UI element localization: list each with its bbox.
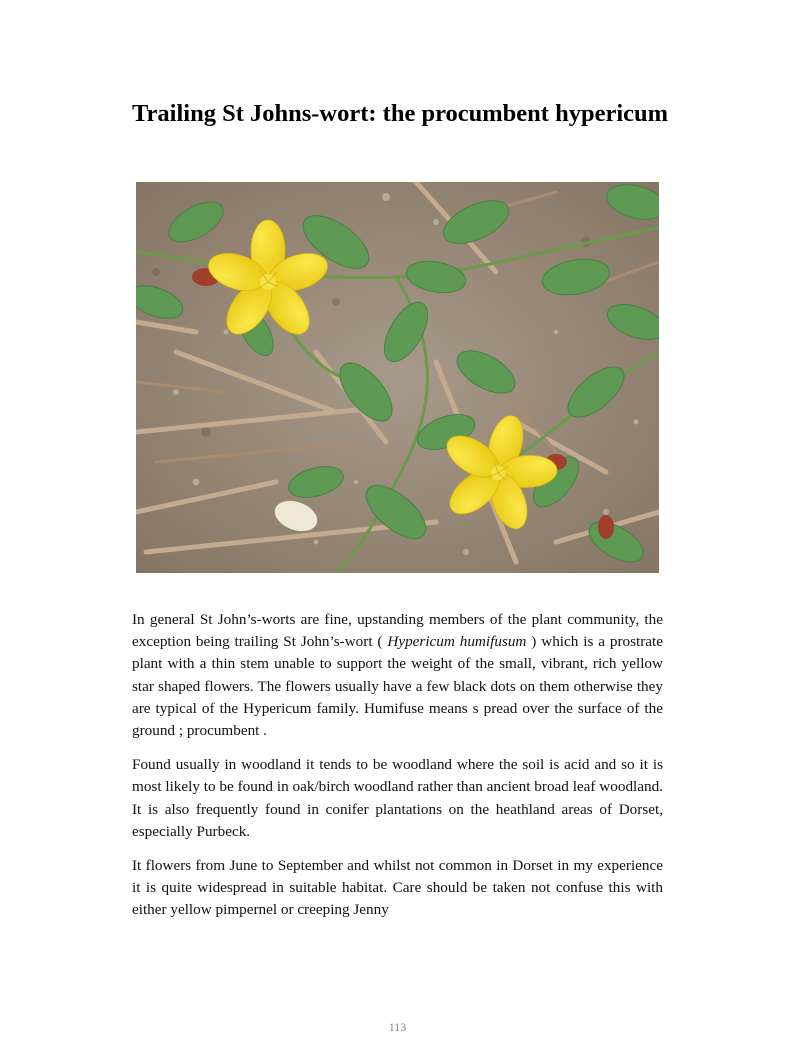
- paragraph-1-text-a: In general St John’s-worts are fine, upstanding members of the plant community, the exception being trailing St John’s-wort (: [132, 611, 663, 651]
- paragraph-3: It flowers from June to September and whilst not common in Dorset in my experience it is quite widespread in suitable habitat. Care should be taken not confuse this with either yellow pimpernel or creeping Jenny: [132, 857, 663, 919]
- page-title: Trailing St Johns-wort: the procumbent hypericum: [132, 100, 669, 127]
- trailing-st-johns-wort-photo-icon: [136, 182, 659, 573]
- body-text: [132, 609, 663, 934]
- paragraph-1: [132, 609, 663, 742]
- page-number: 113: [388, 1020, 407, 1034]
- paragraph-1-text-b: ) which is a prostrate plant with a thin stem unable to support the weight of the small, vibrant, rich yellow star shaped flowers. The flowers usually have a few black dots on them otherwise they are typical of the Hypericum family. Humifuse means s pread over the surface of the ground ; procumbent .: [132, 633, 663, 740]
- plant-photo: [136, 182, 659, 573]
- latin-name: Hypericum humifusum: [387, 633, 527, 651]
- paragraph-2: Found usually in woodland it tends to be woodland where the soil is acid and so it is most likely to be found in oak/birch woodland rather than ancient broad leaf woodland. It is also frequently found in conifer plantations on the heathland areas of Dorset, especially Purbeck.: [132, 756, 663, 840]
